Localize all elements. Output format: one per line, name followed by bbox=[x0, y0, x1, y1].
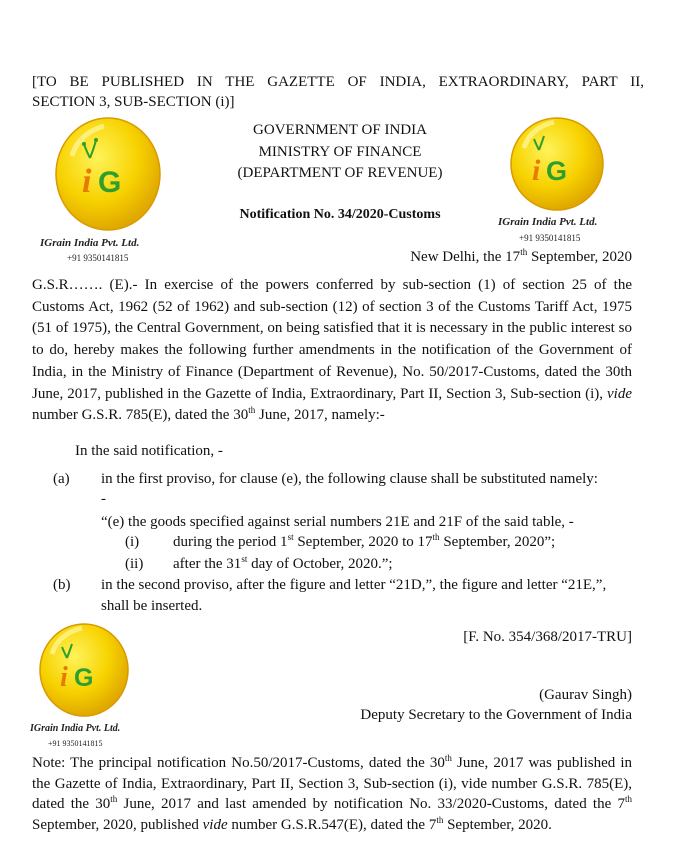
logo-g-letter: G bbox=[74, 664, 94, 692]
logo-phone: +91 9350141815 bbox=[67, 253, 129, 263]
logo-phone: +91 9350141815 bbox=[519, 233, 581, 243]
logo-company-name: IGrain India Pvt. Ltd. bbox=[30, 723, 121, 734]
igrain-logo-icon bbox=[36, 620, 132, 720]
logo-company-name: IGrain India Pvt. Ltd. bbox=[498, 216, 598, 228]
gazette-line-1: [TO BE PUBLISHED IN THE GAZETTE OF INDIA, EXTRAORDINARY, PART II, bbox=[32, 74, 644, 90]
igrain-logo-icon bbox=[506, 114, 608, 214]
note-paragraph: Note: The principal notification No.50/2017-Customs, dated the 30th June, 2017 was published in the Gazette of India, Extraordinary, Part II, Section 3, Sub-section (i), vide number G.S.R. 785(E), dated the 30th June, 2017 and last amended by notification No. 33/2020-Customs, dated the 7th September, 2020, published vide number G.S.R.547(E), dated the 7th September, 2020. bbox=[32, 753, 633, 833]
gazette-line-2: SECTION 3, SUB-SECTION (i)] bbox=[32, 94, 235, 110]
item-a-text: in the first proviso, for clause (e), the following clause shall be substituted namely: bbox=[101, 471, 598, 487]
signatory-designation: Deputy Secretary to the Government of India bbox=[360, 707, 632, 723]
clause-e: “(e) the goods specified against serial numbers 21E and 21F of the said table, - bbox=[101, 514, 574, 530]
file-number: [F. No. 354/368/2017-TRU] bbox=[463, 629, 632, 645]
issuer-block bbox=[190, 120, 490, 185]
item-b-label: (b) bbox=[53, 577, 71, 593]
logo-i-letter: i bbox=[532, 154, 541, 187]
item-b-text-line1: in the second proviso, after the figure and letter “21D,”, the figure and letter “21E,”, bbox=[101, 577, 607, 593]
notification-number: Notification No. 34/2020-Customs bbox=[239, 207, 441, 222]
said-notification: In the said notification, - bbox=[75, 443, 223, 459]
sub-item-ii-text: after the 31st day of October, 2020.”; bbox=[173, 554, 393, 572]
logo-company-name: IGrain India Pvt. Ltd. bbox=[40, 237, 140, 249]
item-a-dash: - bbox=[101, 491, 106, 507]
logo-i-letter: i bbox=[82, 163, 92, 200]
sub-item-ii-label: (ii) bbox=[125, 556, 144, 572]
logo-phone: +91 9350141815 bbox=[48, 739, 103, 748]
logo-i-letter: i bbox=[60, 662, 68, 693]
item-a-label: (a) bbox=[53, 471, 70, 487]
logo-g-letter: G bbox=[546, 156, 568, 186]
department-title: (DEPARTMENT OF REVENUE) bbox=[237, 165, 443, 181]
preamble-paragraph: G.S.R……. (E).- In exercise of the powers conferred by sub-section (1) of section 25 of the Customs Act, 1962 (52 of 1962) and sub-section (12) of section 3 of the Customs Tariff Act, 1975 (51 of 1975), the Central Government, on being satisfied that it is necessary in the public interest so to do, hereby makes the following further amendments in the notification of the Government of India, in the Ministry of Finance (Department of Revenue), No. 50/2017-Customs, dated the 30th June, 2017, published in the Gazette of India, Extraordinary, Part II, Section 3, Sub-section (i), vide number G.S.R. 785(E), dated the 30th June, 2017, namely:- bbox=[32, 277, 632, 424]
date-line: New Delhi, the 17th September, 2020 bbox=[410, 247, 632, 265]
logo-g-letter: G bbox=[98, 166, 122, 199]
item-b-text-line2: shall be inserted. bbox=[101, 598, 203, 614]
ministry-title: MINISTRY OF FINANCE bbox=[258, 143, 422, 160]
government-title: GOVERNMENT OF INDIA bbox=[253, 122, 427, 138]
igrain-logo-icon bbox=[50, 112, 164, 232]
gazette-header bbox=[32, 72, 644, 112]
sub-item-i-label: (i) bbox=[125, 534, 140, 550]
sub-item-i-text: during the period 1st September, 2020 to 17th September, 2020”; bbox=[173, 532, 556, 550]
signatory-name: (Gaurav Singh) bbox=[539, 687, 632, 703]
